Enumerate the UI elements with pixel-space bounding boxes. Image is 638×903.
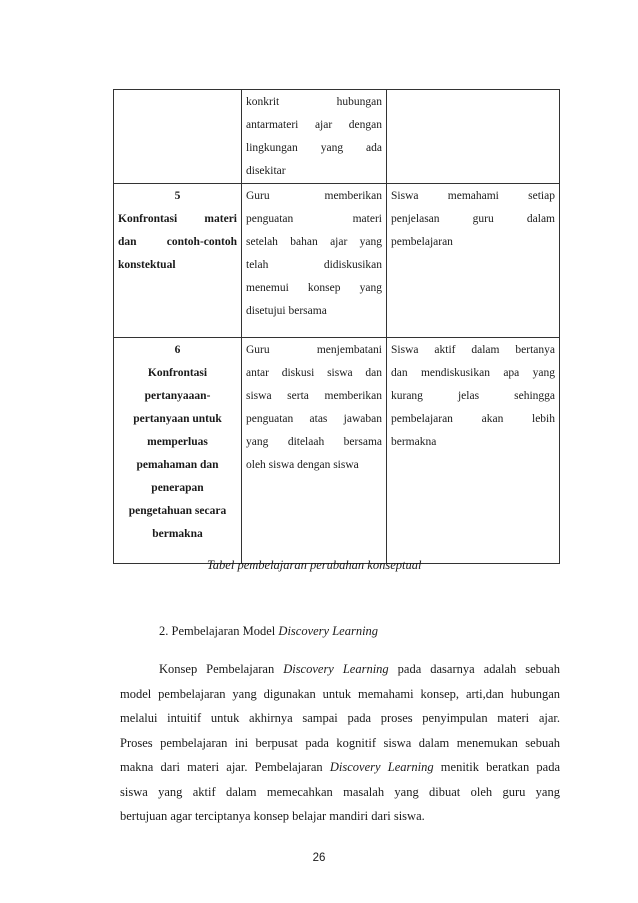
subheading-italic: Discovery Learning [278,624,379,638]
cell-line: telah didiskusikan [246,259,382,271]
stage-number: 5 [174,190,181,202]
cell-line: lingkungan yang ada [246,142,382,154]
table-cell-stage [114,90,242,184]
paragraph-line [120,755,560,780]
cell-line: penguatan materi [246,213,382,225]
cell-line: dan mendiskusikan apa yang [391,367,555,379]
body-paragraph [120,657,560,829]
page-number: 26 [312,852,326,864]
stage-number: 6 [174,344,181,356]
cell-line: bermakna [152,528,203,540]
stage-title [118,362,237,546]
cell-line: menemui konsep yang [246,282,382,294]
stage-title [118,208,237,277]
cell-line: antar diskusi siswa dan [246,367,382,379]
table-cell-teacher [242,338,387,564]
cell-line: pengetahuan secara [128,505,227,517]
cell-line: Konfrontasi [147,367,208,379]
table-cell-teacher [242,90,387,184]
cell-line: konstektual [118,259,176,271]
paragraph-text: bertujuan agar terciptanya konsep belajar mandiri dari siswa. [120,809,425,823]
paragraph-text: Discovery Learning [283,662,389,676]
paragraph-text: makna dari materi ajar. Pembelajaran [120,760,330,774]
cell-line: pembelajaran akan lebih [391,413,555,425]
concept-table [113,89,560,564]
subheading-prefix: 2. Pembelajaran Model [159,624,279,638]
paragraph-text: Discovery Learning [329,760,434,774]
cell-line: Guru memberikan [246,190,382,202]
cell-line: konkrit hubungan [246,96,382,108]
table-cell-stage [114,338,242,564]
paragraph-line [120,780,560,805]
cell-line: penerapan [151,482,204,494]
cell-line: Konfrontasi materi [118,213,237,225]
cell-line: penguatan atas jawaban [246,413,382,425]
table-cell-student [387,184,560,338]
paragraph-line [120,804,560,829]
cell-line: pertanyaaan- [144,390,211,402]
cell-line: setelah bahan ajar yang [246,236,382,248]
cell-line: pembelajaran [391,236,453,248]
cell-line: penjelasan guru dalam [391,213,555,225]
cell-line: oleh siswa dengan siswa [246,459,359,471]
table-cell-student [387,338,560,564]
paragraph-text: Konsep Pembelajaran [159,662,284,676]
paragraph-text: pada dasarnya adalah sebuah [388,662,560,676]
cell-line: siswa serta memberikan [246,390,382,402]
table-caption: Tabel pembelajaran perubahan konseptual [207,558,422,572]
section-subheading [159,624,378,639]
paragraph-line [120,682,560,707]
cell-line: pemahaman dan [136,459,219,471]
cell-line: yang ditelaah bersama [246,436,382,448]
cell-line: antarmateri ajar dengan [246,119,382,131]
table-row [114,184,560,338]
paragraph-line [120,731,560,756]
paragraph-text: Proses pembelajaran ini berpusat pada kognitif siswa dalam menemukan sebuah [120,735,560,750]
paragraph-line [120,706,560,731]
paragraph-text: siswa yang aktif dalam memecahkan masalah yang dibuat oleh guru yang [120,784,560,799]
paragraph-line [120,657,560,682]
cell-line: Siswa aktif dalam bertanya [391,344,555,356]
cell-line: disetujui bersama [246,305,327,317]
paragraph-text: menitik beratkan pada [433,760,561,774]
cell-line: kurang jelas sehingga [391,390,555,402]
table-row [114,338,560,564]
cell-line: dan contoh-contoh [118,236,237,248]
paragraph-text: melalui intuitif untuk akhirnya sampai pada proses penyimpulan materi ajar. [120,711,560,725]
cell-line: Guru menjembatani [246,344,382,356]
table-cell-student [387,90,560,184]
table-row [114,90,560,184]
table-cell-teacher [242,184,387,338]
paragraph-text: model pembelajaran yang digunakan untuk memahami konsep, arti,dan hubungan [120,686,560,701]
cell-line: memperluas [147,436,208,448]
cell-line: Siswa memahami setiap [391,190,555,202]
cell-line: bermakna [391,436,437,448]
cell-line: disekitar [246,165,286,177]
table-cell-stage [114,184,242,338]
cell-line: pertanyaan untuk [133,413,222,425]
